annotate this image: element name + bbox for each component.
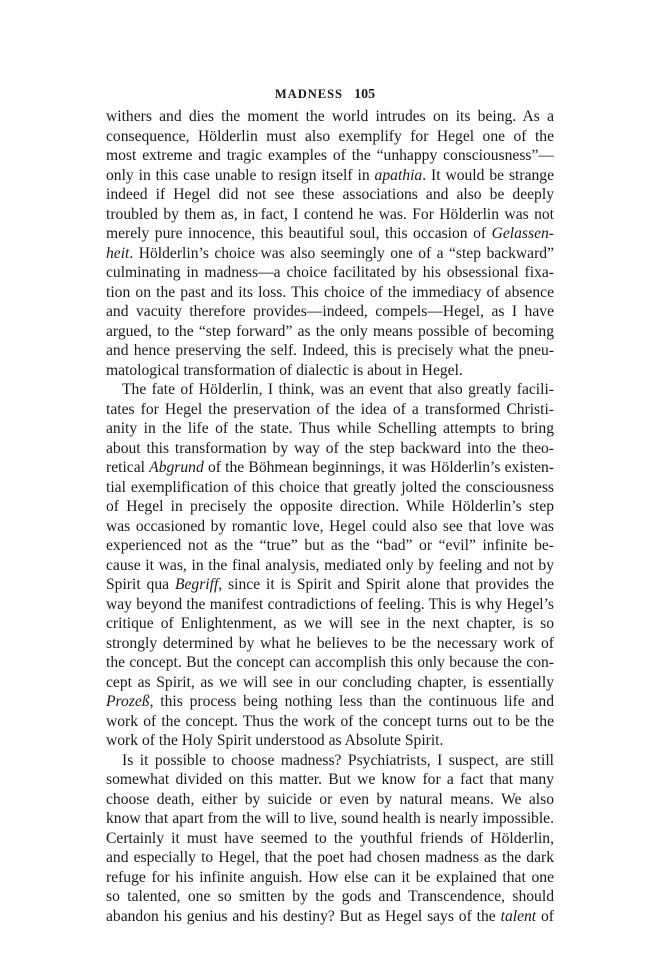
paragraph [106, 380, 554, 751]
text-line: somewhat divided on this matter. But we know for a fact that many [106, 771, 554, 788]
text-line: work of the Holy Spirit understood as Absolute Spirit. [106, 732, 444, 749]
text-line: experienced not as the “true” but as the “bad” or “evil” infinite be- [106, 537, 554, 554]
text-line: and especially to Hegel, that the poet had chosen madness as the dark [106, 849, 554, 866]
text-line: work of the concept. Thus the work of the concept turns out to be the [106, 712, 554, 730]
text-line: cept as Spirit, as we will see in our concluding chapter, is essentially [106, 673, 554, 691]
page-number: 105 [354, 87, 376, 102]
text-line: Is it possible to choose madness? Psychiatrists, I suspect, are still [122, 751, 554, 769]
text-line: so talented, one so smitten by the gods and Transcendence, should [106, 888, 554, 905]
text-line: and vacuity therefore provides—indeed, compels—Hegel, as I have [106, 303, 554, 320]
running-head-title: MADNESS [274, 87, 343, 101]
text-line: choose death, either by suicide or even by natural means. We also [106, 790, 554, 808]
text-line: culminating in madness—a choice facilitated by his obsessional fixa- [106, 264, 554, 281]
text-line: of Hegel in precisely the opposite direction. While Hölderlin’s step [106, 498, 554, 515]
text-line: tates for Hegel the preservation of the idea of a transformed Christi- [106, 400, 554, 418]
text-line: tial exemplification of this choice that greatly jolted the consciousness [106, 478, 554, 496]
text-line: merely pure innocence, this beautiful soul, this occasion of Gelassen- [106, 225, 554, 242]
text-line: cause it was, in the final analysis, mediated only by feeling and not by [106, 556, 554, 574]
text-line: know that apart from the will to live, sound health is nearly impossible. [106, 810, 554, 827]
text-line: anity in the life of the state. Thus while Schelling attempts to bring [106, 420, 554, 437]
text-line: troubled by them as, in fact, I contend he was. For Hölderlin was not [106, 205, 554, 223]
text-line: abandon his genius and his destiny? But as Hegel says of the talent of [106, 907, 554, 925]
running-head [0, 86, 650, 103]
text-line: The fate of Hölderlin, I think, was an event that also greatly facili- [122, 381, 554, 398]
text-line: way beyond the manifest contradictions of feeling. This is why Hegel’s [106, 595, 554, 613]
text-line: the concept. But the concept can accomplish this only because the con- [106, 654, 554, 671]
text-line: and hence preserving the self. Indeed, this is precisely what the pneu- [106, 342, 554, 359]
paragraph [106, 751, 554, 927]
text-line: strongly determined by what he believes to be the necessary work of [106, 634, 554, 652]
text-line: about this transformation by way of the step backward into the theo- [106, 439, 554, 457]
text-line: critique of Enlightenment, as we will see in the next chapter, is so [106, 615, 554, 632]
body-text [106, 107, 554, 926]
text-line: Prozeß, this process being nothing less than the continuous life and [106, 693, 554, 710]
text-line: tion on the past and its loss. This choice of the immediacy of absence [106, 283, 554, 301]
text-line: heit. Hölderlin’s choice was also seemingly one of a “step backward” [106, 244, 554, 262]
text-line: indeed if Hegel did not see these associations and also be deeply [106, 186, 554, 203]
text-line: matological transformation of dialectic is about in Hegel. [106, 361, 463, 379]
text-line: only in this case unable to resign itself in apathia. It would be strange [106, 166, 555, 184]
text-line: most extreme and tragic examples of the “unhappy consciousness”— [106, 147, 554, 164]
text-line: was occasioned by romantic love, Hegel could also see that love was [106, 517, 554, 535]
text-line: argued, to the “step forward” as the only means possible of becoming [106, 322, 554, 340]
text-line: withers and dies the moment the world intrudes on its being. As a [106, 108, 554, 125]
text-line: retical Abgrund of the Böhmean beginnings, it was Hölderlin’s existen- [106, 459, 554, 476]
paragraph [106, 107, 554, 380]
text-line: Spirit qua Begriff, since it is Spirit and Spirit alone that provides the [106, 576, 554, 593]
text-line: consequence, Hölderlin must also exemplify for Hegel one of the [106, 127, 554, 145]
text-line: refuge for his infinite anguish. How else can it be explained that one [106, 868, 554, 886]
text-line: Certainly it must have seemed to the youthful friends of Hölderlin, [106, 829, 554, 847]
